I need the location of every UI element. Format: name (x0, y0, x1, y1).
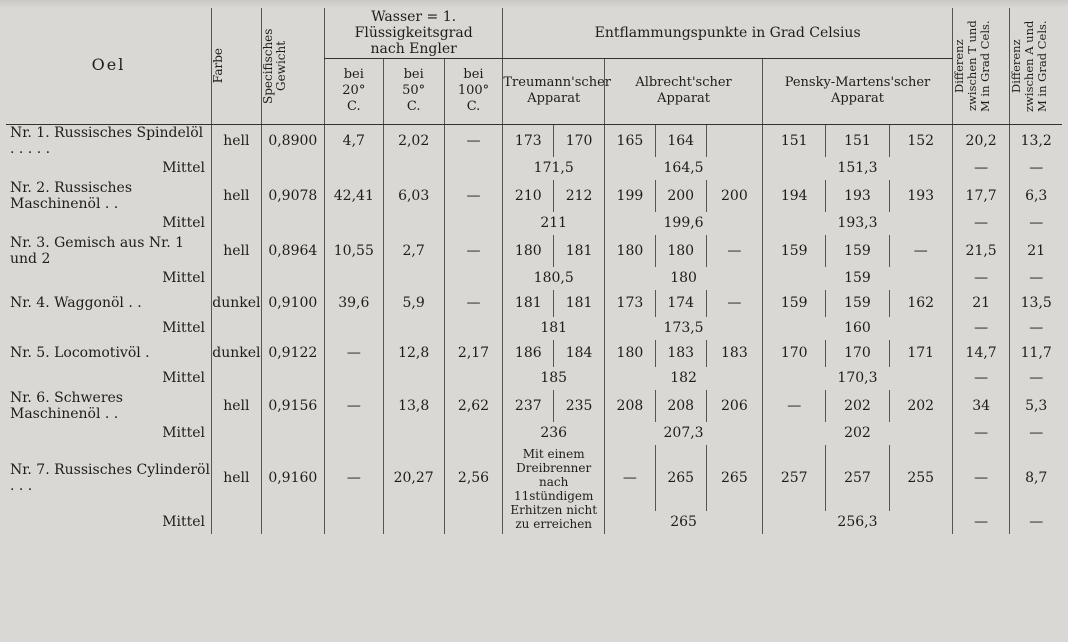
empty-cell (212, 511, 262, 534)
header-flash-points: Entflammungspunkte in Grad Celsius (503, 8, 952, 58)
header-color: Farbe (212, 8, 262, 124)
pensky-value: 255 (889, 445, 952, 511)
diff-am-mean: — (1010, 422, 1062, 445)
header-specific-gravity: Specifisches Gewicht (261, 8, 324, 124)
engler-100: 2,17 (444, 340, 503, 367)
diff-am-mean: — (1010, 267, 1062, 290)
empty-cell (261, 157, 324, 180)
empty-cell (212, 317, 262, 340)
header-albrecht: Albrecht'scher Apparat (605, 58, 763, 124)
mean-row (6, 212, 1062, 235)
mean-label: Mittel (162, 425, 206, 441)
gravity-cell: 0,9078 (261, 180, 324, 212)
mean-label: Mittel (162, 270, 206, 286)
albrecht-value: 200 (706, 180, 762, 212)
engler-50: 12,8 (383, 340, 444, 367)
treumann-value: 181 (554, 290, 605, 317)
pensky-value: 151 (763, 124, 826, 157)
empty-cell (383, 317, 444, 340)
albrecht-mean: 207,3 (605, 422, 763, 445)
pensky-value: 152 (889, 124, 952, 157)
albrecht-value: 200 (655, 180, 706, 212)
pensky-value: 257 (826, 445, 889, 511)
diff-tm-mean: — (952, 317, 1010, 340)
treumann-mean: 185 (503, 367, 605, 390)
header-oil: Oel (6, 8, 212, 124)
header-temp-20: bei 20° C. (324, 58, 383, 124)
empty-cell (383, 157, 444, 180)
pensky-mean: 160 (763, 317, 953, 340)
diff-am-value: 11,7 (1010, 340, 1062, 367)
pensky-mean: 151,3 (763, 157, 953, 180)
diff-am-value: 13,2 (1010, 124, 1062, 157)
diff-tm-mean: — (952, 267, 1010, 290)
treumann-value: 173 (503, 124, 554, 157)
treumann-mean: 171,5 (503, 157, 605, 180)
albrecht-value (706, 124, 762, 157)
oil-name: Nr. 5. Locomotivöl . (10, 345, 150, 361)
pensky-value: 202 (826, 390, 889, 422)
engler-100: — (444, 290, 503, 317)
diff-tm-mean: — (952, 212, 1010, 235)
empty-cell (444, 212, 503, 235)
treumann-mean: 236 (503, 422, 605, 445)
oil-name: Nr. 3. Gemisch aus Nr. 1 und 2 (10, 234, 185, 267)
pensky-value: 170 (826, 340, 889, 367)
oil-name: Nr. 1. Russisches Spindelöl . . . . . (10, 124, 204, 157)
empty-cell (383, 212, 444, 235)
engler-20: — (324, 445, 383, 511)
empty-cell (261, 317, 324, 340)
albrecht-value: 183 (706, 340, 762, 367)
albrecht-value: 208 (605, 390, 656, 422)
empty-cell (444, 157, 503, 180)
albrecht-value: 265 (655, 445, 706, 511)
empty-cell (383, 422, 444, 445)
diff-tm-value: 34 (952, 390, 1010, 422)
albrecht-value: 199 (605, 180, 656, 212)
empty-cell (261, 422, 324, 445)
diff-tm-value: 21 (952, 290, 1010, 317)
diff-am-mean: — (1010, 212, 1062, 235)
color-cell: hell (212, 235, 262, 267)
albrecht-mean: 199,6 (605, 212, 763, 235)
mean-label: Mittel (162, 215, 206, 231)
albrecht-value: 164 (655, 124, 706, 157)
albrecht-value: — (706, 235, 762, 267)
empty-cell (383, 267, 444, 290)
engler-100: — (444, 180, 503, 212)
diff-tm-value: 14,7 (952, 340, 1010, 367)
empty-cell (444, 317, 503, 340)
color-cell: hell (212, 124, 262, 157)
empty-cell (261, 212, 324, 235)
albrecht-mean: 164,5 (605, 157, 763, 180)
pensky-value: 202 (889, 390, 952, 422)
treumann-mean: 180,5 (503, 267, 605, 290)
pensky-value: — (889, 235, 952, 267)
header-temp-50: bei 50° C. (383, 58, 444, 124)
oil-name: Nr. 2. Russisches Maschinenöl . . (10, 179, 133, 212)
engler-100: 2,62 (444, 390, 503, 422)
treumann-value: 181 (503, 290, 554, 317)
pensky-mean: 159 (763, 267, 953, 290)
empty-cell (444, 367, 503, 390)
table-row (6, 390, 1062, 422)
mean-row (6, 367, 1062, 390)
pensky-value: 151 (826, 124, 889, 157)
empty-cell (324, 317, 383, 340)
gravity-cell: 0,9122 (261, 340, 324, 367)
diff-tm-value: 17,7 (952, 180, 1010, 212)
pensky-value: 159 (763, 235, 826, 267)
mean-label: Mittel (162, 514, 206, 530)
albrecht-mean: 182 (605, 367, 763, 390)
empty-cell (212, 367, 262, 390)
engler-20: — (324, 390, 383, 422)
header-treumann: Treumann'scher Apparat (503, 58, 605, 124)
diff-tm-value: 20,2 (952, 124, 1010, 157)
diff-tm-mean: — (952, 422, 1010, 445)
header-engler: Wasser = 1. Flüssigkeitsgrad nach Engler (324, 8, 502, 58)
oil-name: Nr. 6. Schweres Maschinenöl . . (10, 389, 123, 422)
albrecht-value: 206 (706, 390, 762, 422)
pensky-value: — (763, 390, 826, 422)
header-pensky: Pensky-Martens'scher Apparat (763, 58, 953, 124)
oil-name: Nr. 7. Russisches Cylinderöl . . . (10, 461, 210, 494)
pensky-mean: 170,3 (763, 367, 953, 390)
diff-am-mean: — (1010, 511, 1062, 534)
albrecht-value: 183 (655, 340, 706, 367)
empty-cell (261, 367, 324, 390)
engler-100: — (444, 235, 503, 267)
mean-row (6, 267, 1062, 290)
pensky-mean: 256,3 (763, 511, 953, 534)
diff-tm-value: 21,5 (952, 235, 1010, 267)
albrecht-value: — (706, 290, 762, 317)
table-row (6, 235, 1062, 267)
gravity-cell: 0,8964 (261, 235, 324, 267)
pensky-mean: 193,3 (763, 212, 953, 235)
albrecht-value: 180 (655, 235, 706, 267)
diff-am-value: 8,7 (1010, 445, 1062, 511)
oil-name: Nr. 4. Waggonöl . . (10, 295, 142, 311)
engler-20: 42,41 (324, 180, 383, 212)
color-cell: hell (212, 390, 262, 422)
treumann-note: Mit einem Dreibrenner nach 11stündigem Erhitzen nicht zu erreichen (503, 445, 605, 534)
pensky-value: 193 (826, 180, 889, 212)
treumann-mean: 181 (503, 317, 605, 340)
color-cell: hell (212, 445, 262, 511)
engler-20: 4,7 (324, 124, 383, 157)
albrecht-value: 165 (605, 124, 656, 157)
color-cell: dunkel (212, 290, 262, 317)
gravity-cell: 0,9160 (261, 445, 324, 511)
empty-cell (212, 212, 262, 235)
gravity-cell: 0,8900 (261, 124, 324, 157)
engler-50: 2,7 (383, 235, 444, 267)
albrecht-value: 174 (655, 290, 706, 317)
pensky-value: 159 (826, 290, 889, 317)
treumann-value: 170 (554, 124, 605, 157)
gravity-cell: 0,9100 (261, 290, 324, 317)
empty-cell (324, 267, 383, 290)
pensky-value: 159 (763, 290, 826, 317)
table-row (6, 180, 1062, 212)
previous-page-edge (0, 0, 1068, 8)
engler-20: 10,55 (324, 235, 383, 267)
header-diff-tm: Differenz zwischen T und M in Grad Cels. (952, 8, 1010, 124)
mean-label: Mittel (162, 160, 206, 176)
table-row (6, 445, 1062, 511)
diff-am-mean: — (1010, 317, 1062, 340)
table-row (6, 290, 1062, 317)
engler-50: 6,03 (383, 180, 444, 212)
pensky-mean: 202 (763, 422, 953, 445)
empty-cell (444, 267, 503, 290)
header-diff-am: Differenz zwischen A und M in Grad Cels. (1010, 8, 1062, 124)
empty-cell (383, 511, 444, 534)
oil-table (6, 8, 1062, 534)
albrecht-mean: 265 (605, 511, 763, 534)
pensky-value: 171 (889, 340, 952, 367)
albrecht-value: 173 (605, 290, 656, 317)
treumann-value: 186 (503, 340, 554, 367)
engler-20: — (324, 340, 383, 367)
pensky-value: 159 (826, 235, 889, 267)
engler-50: 5,9 (383, 290, 444, 317)
empty-cell (324, 422, 383, 445)
pensky-value: 257 (763, 445, 826, 511)
diff-am-value: 5,3 (1010, 390, 1062, 422)
diff-am-value: 6,3 (1010, 180, 1062, 212)
color-cell: dunkel (212, 340, 262, 367)
empty-cell (444, 511, 503, 534)
pensky-value: 170 (763, 340, 826, 367)
engler-50: 13,8 (383, 390, 444, 422)
empty-cell (212, 267, 262, 290)
albrecht-value: 265 (706, 445, 762, 511)
mean-label: Mittel (162, 370, 206, 386)
engler-50: 20,27 (383, 445, 444, 511)
treumann-value: 181 (554, 235, 605, 267)
diff-am-value: 21 (1010, 235, 1062, 267)
engler-50: 2,02 (383, 124, 444, 157)
albrecht-mean: 180 (605, 267, 763, 290)
mean-row (6, 157, 1062, 180)
albrecht-mean: 173,5 (605, 317, 763, 340)
albrecht-value: 180 (605, 340, 656, 367)
empty-cell (212, 157, 262, 180)
mean-row (6, 422, 1062, 445)
treumann-value: 237 (503, 390, 554, 422)
pensky-value: 162 (889, 290, 952, 317)
diff-tm-value: — (952, 445, 1010, 511)
diff-tm-mean: — (952, 511, 1010, 534)
empty-cell (261, 267, 324, 290)
engler-20: 39,6 (324, 290, 383, 317)
mean-label: Mittel (162, 320, 206, 336)
albrecht-value: — (605, 445, 656, 511)
empty-cell (324, 157, 383, 180)
header-temp-100: bei 100° C. (444, 58, 503, 124)
diff-tm-mean: — (952, 157, 1010, 180)
empty-cell (324, 511, 383, 534)
gravity-cell: 0,9156 (261, 390, 324, 422)
diff-am-mean: — (1010, 157, 1062, 180)
diff-am-mean: — (1010, 367, 1062, 390)
treumann-value: 210 (503, 180, 554, 212)
treumann-value: 184 (554, 340, 605, 367)
table-row (6, 340, 1062, 367)
engler-100: 2,56 (444, 445, 503, 511)
albrecht-value: 180 (605, 235, 656, 267)
empty-cell (212, 422, 262, 445)
mean-row (6, 317, 1062, 340)
pensky-value: 193 (889, 180, 952, 212)
empty-cell (324, 367, 383, 390)
treumann-value: 212 (554, 180, 605, 212)
empty-cell (261, 511, 324, 534)
color-cell: hell (212, 180, 262, 212)
empty-cell (444, 422, 503, 445)
empty-cell (324, 212, 383, 235)
pensky-value: 194 (763, 180, 826, 212)
albrecht-value: 208 (655, 390, 706, 422)
treumann-mean: 211 (503, 212, 605, 235)
diff-tm-mean: — (952, 367, 1010, 390)
treumann-value: 235 (554, 390, 605, 422)
treumann-value: 180 (503, 235, 554, 267)
table-row (6, 124, 1062, 157)
diff-am-value: 13,5 (1010, 290, 1062, 317)
engler-100: — (444, 124, 503, 157)
empty-cell (383, 367, 444, 390)
